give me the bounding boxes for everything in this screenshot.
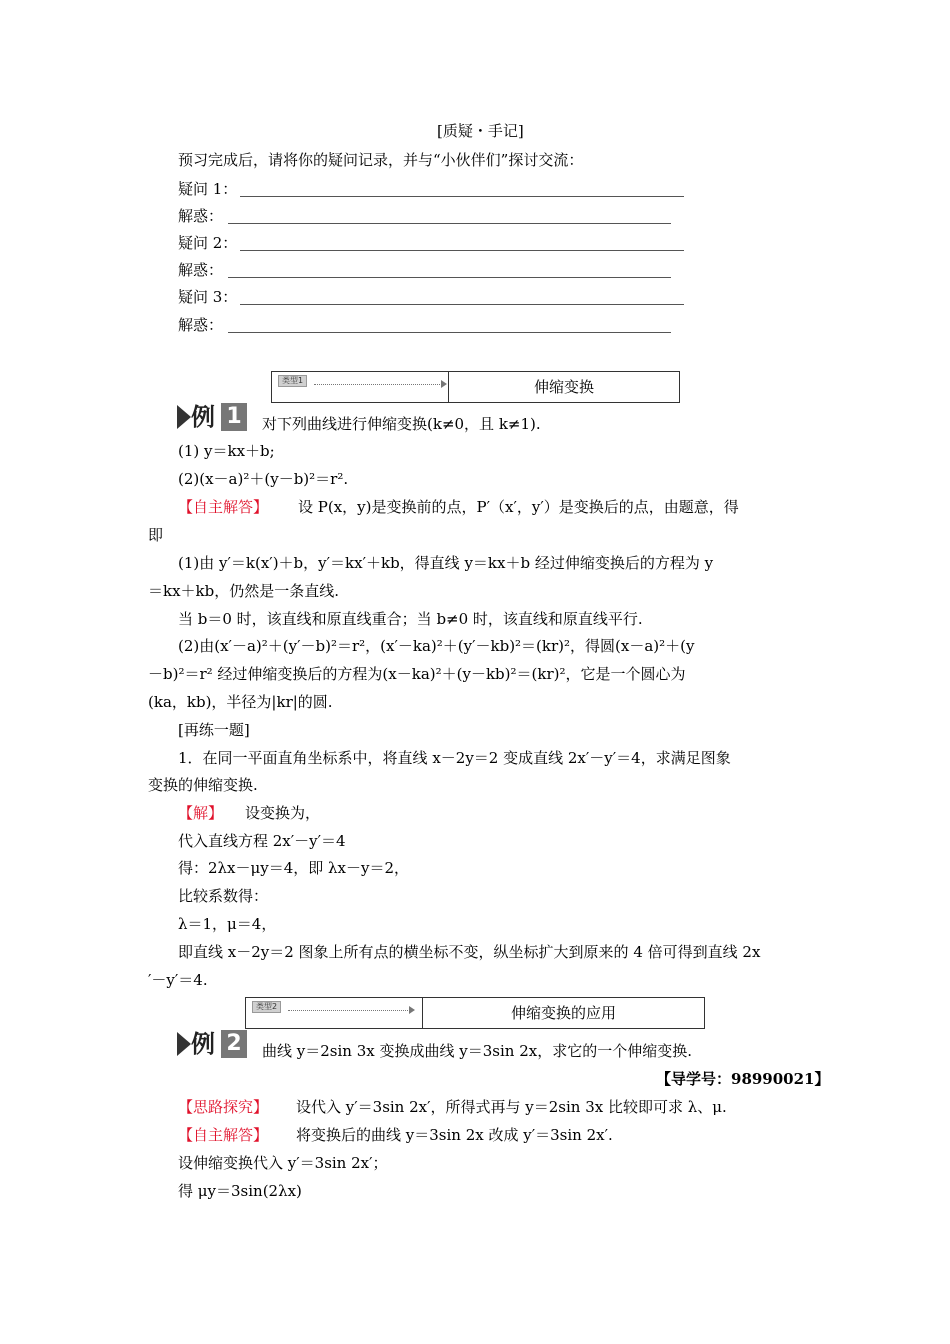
example-1-item-1: (1) y＝kx＋b; [178,442,275,460]
solution-line: 设伸缩变换代入 y′＝3sin 2x′； [178,1154,388,1172]
question-2-line[interactable] [240,250,684,251]
question-3-label: 疑问 3： [178,288,238,306]
notes-header: [质疑・手记] [437,122,524,140]
solution-label: 【自主解答】 [178,498,269,516]
type-2-arrow [288,1010,410,1011]
think-text: 设代入 y′＝3sin 2x′，所得式再与 y＝2sin 3x 比较即可求 λ、μ. [296,1098,727,1116]
answer-3-line[interactable] [228,332,671,333]
notes-intro: 预习完成后，请将你的疑问记录，并与“小伙伴们”探讨交流： [178,151,584,169]
practice-solution-line: 设变换为， [245,804,321,822]
solution-line: 即 [148,526,164,544]
think-label: 【思路探究】 [178,1098,269,1116]
solution-line: (2)由(x′－a)²＋(y′－b)²＝r²，(x′－ka)²＋(y′－kb)²＝(kr)²，得圆(x－a)²＋(y [178,637,695,655]
example-2-question: 曲线 y＝2sin 3x 变换成曲线 y＝3sin 2x，求它的一个伸缩变换. [262,1042,692,1060]
answer-3-label: 解惑： [178,316,224,334]
solution-line: (ka，kb)，半径为|kr|的圆. [148,693,333,711]
solution-line: ＝kx＋kb，仍然是一条直线. [148,582,340,600]
solution-line: 当 b＝0 时，该直线和原直线重合；当 b≠0 时，该直线和原直线平行. [178,610,643,628]
example-1-badge: 例 1 [177,402,249,432]
solution-label: 【自主解答】 [178,1126,269,1144]
answer-2-label: 解惑： [178,261,224,279]
answer-1-label: 解惑： [178,207,224,225]
practice-solution-line: 即直线 x－2y＝2 图象上所有点的横坐标不变，纵坐标扩大到原来的 4 倍可得到直线 2x [178,943,761,961]
practice-solution-line: 得：2λx－μy＝4，即 λx－y＝2， [178,859,410,877]
solution-line: －b)²＝r² 经过伸缩变换后的方程为(x－ka)²＋(y－kb)²＝(kr)²，它是一个圆心为 [148,665,686,683]
example-1-question: 对下列曲线进行伸缩变换(k≠0，且 k≠1). [262,415,541,433]
practice-question: 变换的伸缩变换. [148,776,258,794]
question-1-label: 疑问 1： [178,180,238,198]
arrow-head-icon [441,380,447,388]
example-1-item-2: (2)(x－a)²＋(y－b)²＝r². [178,470,349,488]
type-2-box [245,997,705,1029]
practice-question: 1．在同一平面直角坐标系中，将直线 x－2y＝2 变成直线 2x′－y′＝4，求满足图象 [178,749,731,767]
type-1-arrow [314,384,442,385]
example-2-badge: 例 2 [177,1029,249,1059]
question-1-line[interactable] [240,196,684,197]
chevron-right-icon [177,1032,191,1056]
guide-number: 【导学号：98990021】 [656,1070,830,1088]
practice-solution-line: ′－y′＝4. [148,971,208,989]
practice-header: [再练一题] [178,721,250,739]
practice-solution-line: 代入直线方程 2x′－y′＝4 [178,832,346,850]
question-3-line[interactable] [240,304,684,305]
solution-line: 将变换后的曲线 y＝3sin 2x 改成 y′＝3sin 2x′. [296,1126,613,1144]
arrow-head-icon [409,1006,415,1014]
type-2-tag: 类型2 [252,1001,281,1013]
solution-line: 得 μy＝3sin(2λx) [178,1182,302,1200]
solution-line: 设 P(x，y)是变换前的点，P′（x′，y′）是变换后的点，由题意，得 [298,498,739,516]
practice-solution-label: 【解】 [178,804,224,822]
type-1-title: 伸缩变换 [533,378,594,396]
answer-1-line[interactable] [228,223,671,224]
solution-line: (1)由 y′＝k(x′)＋b，y′＝kx′＋kb，得直线 y＝kx＋b 经过伸缩变换后的方程为 y [178,554,714,572]
type-2-title: 伸缩变换的应用 [510,1004,616,1022]
practice-solution-line: 比较系数得： [178,887,269,905]
practice-solution-line: λ＝1，μ＝4， [178,915,277,933]
type-1-tag: 类型1 [278,375,307,387]
type-1-box [271,371,680,403]
question-2-label: 疑问 2： [178,234,238,252]
answer-2-line[interactable] [228,277,671,278]
chevron-right-icon [177,405,191,429]
